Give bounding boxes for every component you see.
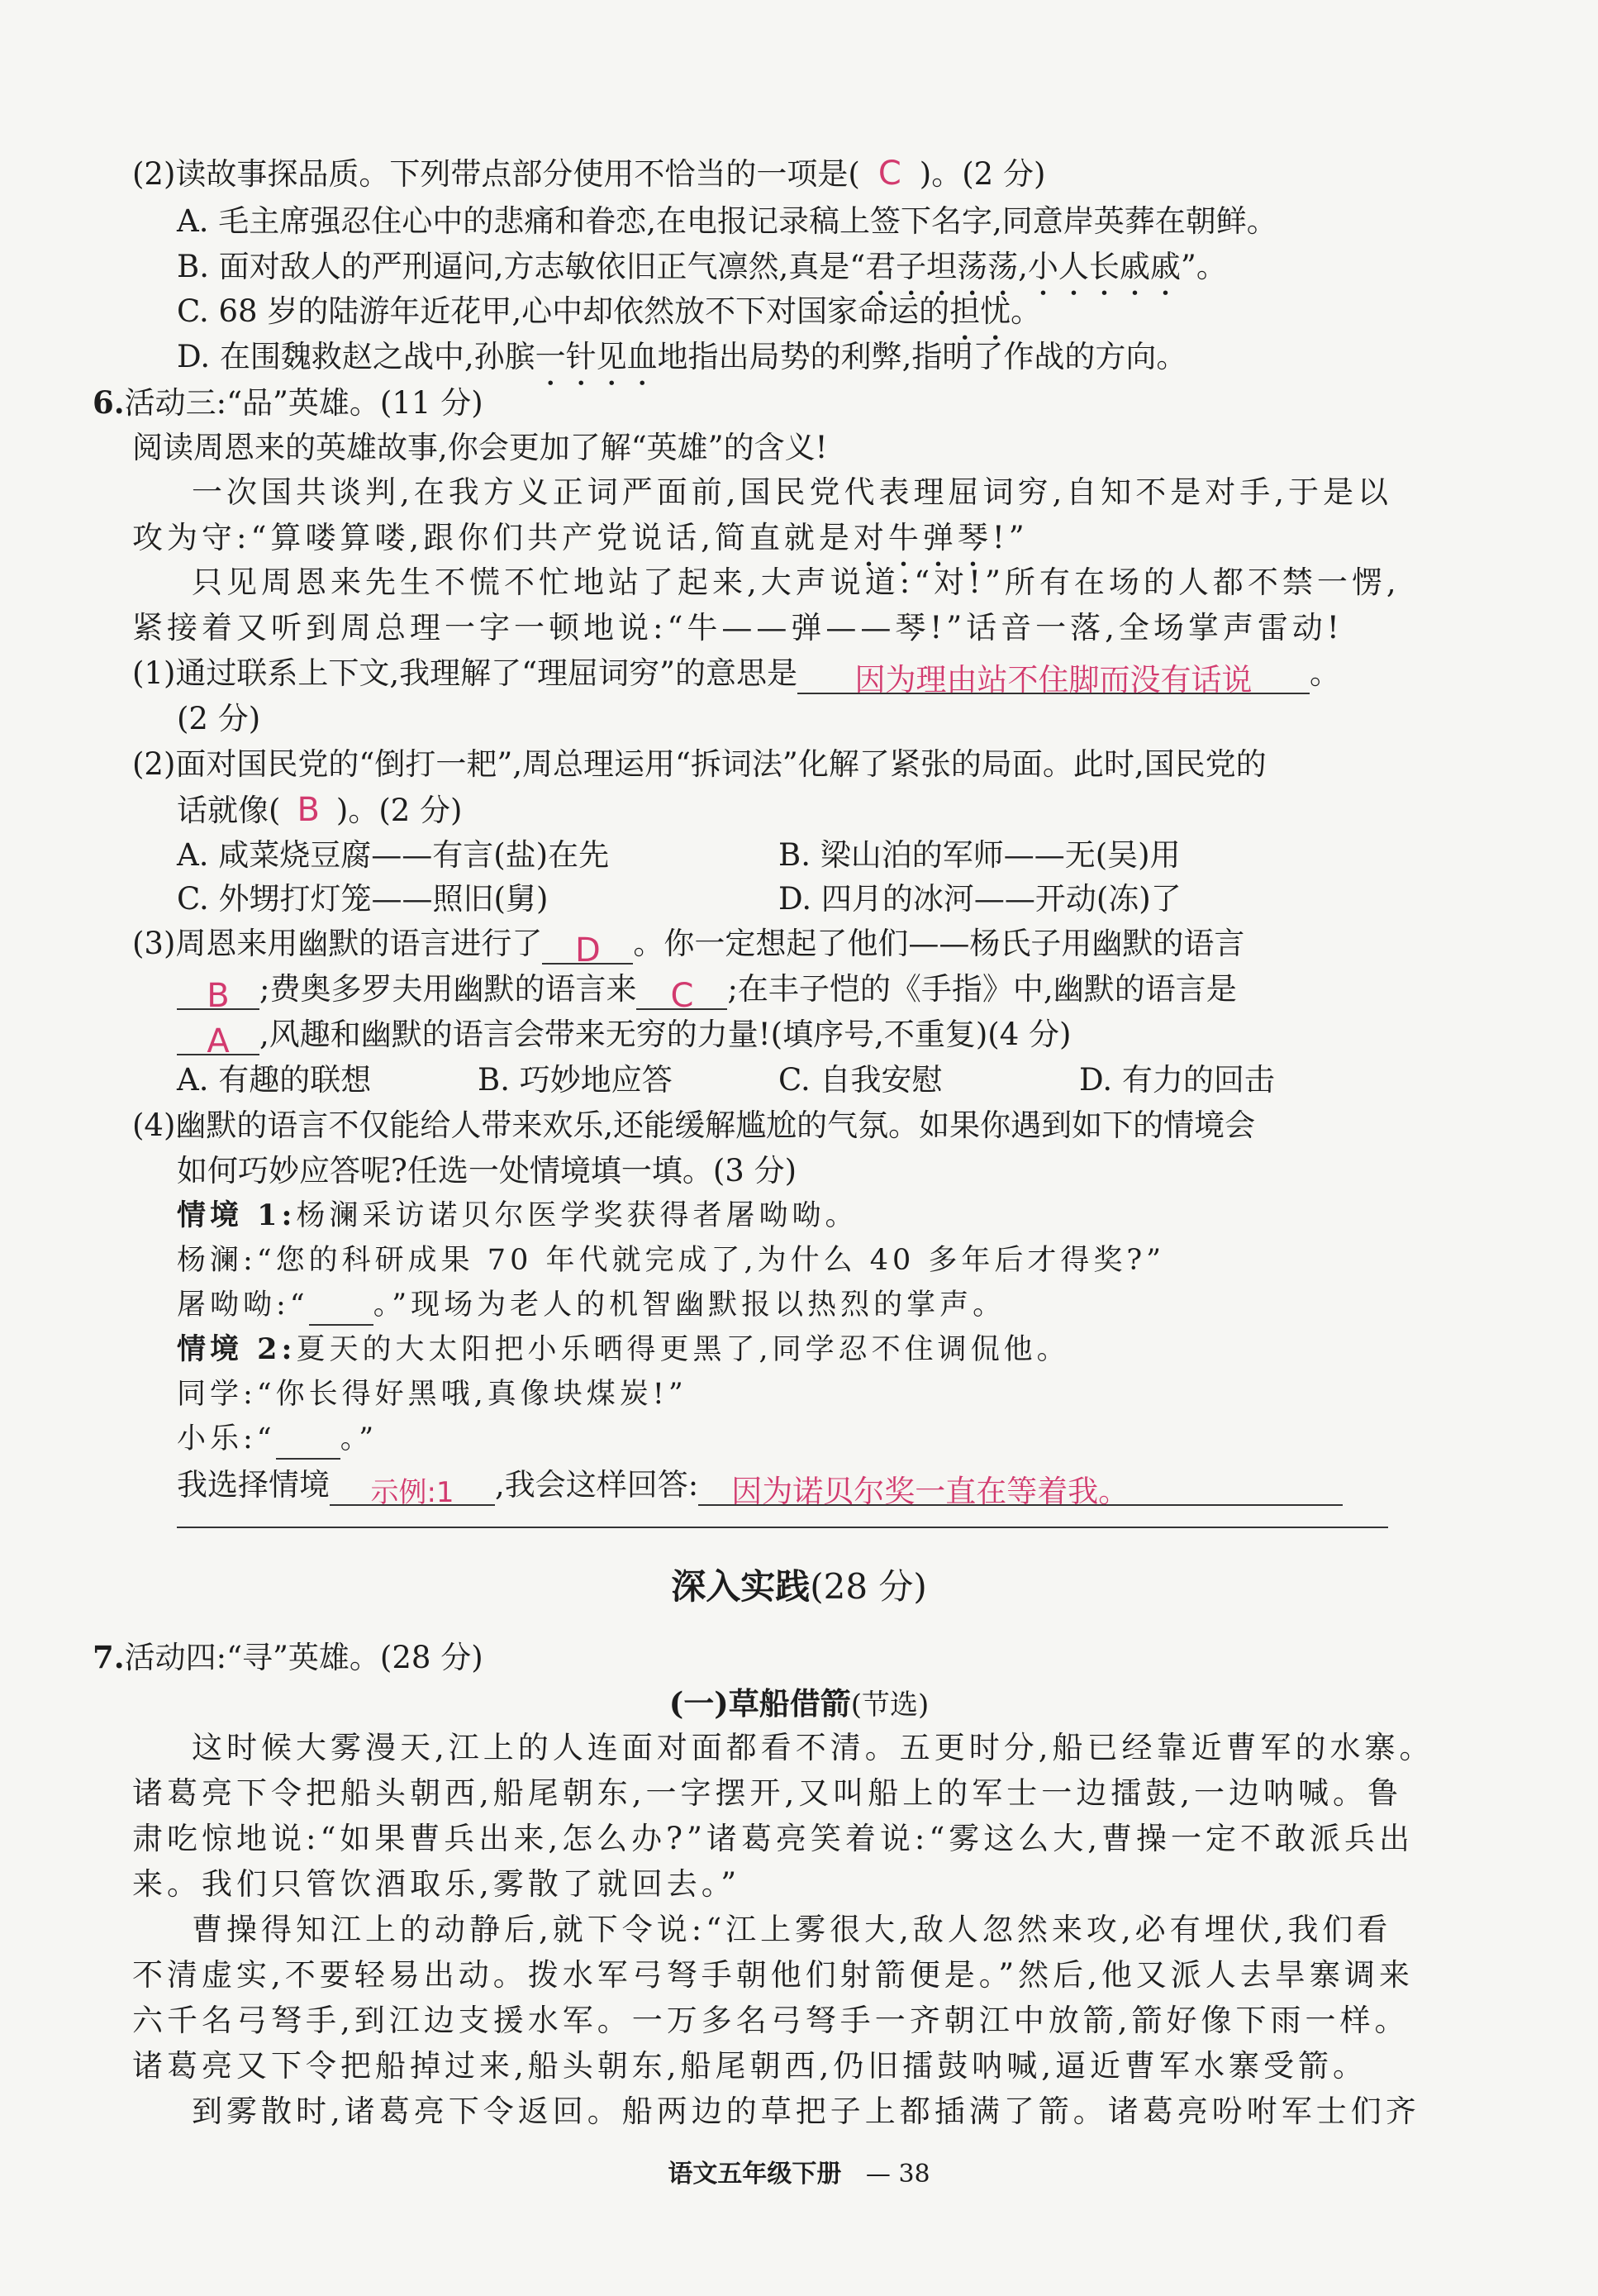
q6-3-option-c: C. 自我安慰: [778, 1062, 943, 1098]
stem-text: 话就像(: [177, 793, 281, 828]
situation-1-question: 杨澜:“您的科研成果 70 年代就完成了,为什么 40 多年后才得奖?”: [177, 1244, 1166, 1277]
q6-title: [93, 382, 483, 424]
situation-2: [177, 1329, 1070, 1370]
answer-line[interactable]: [177, 1527, 1388, 1528]
q6-3-text: ,风趣和幽默的语言会带来无穷的力量!(填序号,不重复)(4 分): [259, 1017, 1072, 1052]
choose-text: ,我会这样回答:: [495, 1467, 699, 1503]
dotted-phrase: 担忧: [949, 293, 1011, 329]
passage-line: 肃吃惊地说:“如果曹兵出来,怎么办?”诸葛亮笑着说:“雾这么大,曹操一定不敢派兵出: [132, 1821, 1415, 1856]
stem-text: (2)读故事探品质。下列带点部分使用不恰当的一项是(: [132, 156, 860, 192]
page-footer: [0, 2153, 1598, 2189]
q6-3-text: 。你一定想起了他们——杨氏子用幽默的语言: [633, 926, 1245, 961]
option-c-end: 。: [1011, 293, 1042, 329]
dotted-phrase: 一针见血: [535, 339, 658, 374]
passage-end: !”: [992, 520, 1029, 555]
choose-text: 我选择情境: [177, 1467, 330, 1503]
situation-1: [177, 1195, 858, 1236]
situation-label: 情境 1:: [177, 1198, 297, 1232]
q6-passage-line: 一次国共谈判,在我方义正词严面前,国民党代表理屈词穷,自知不是对手,于是以: [192, 474, 1393, 510]
q6-3-option-d: D. 有力的回击: [1079, 1062, 1275, 1098]
q6-intro: 阅读周恩来的英雄故事,你会更加了解“英雄”的含义!: [132, 430, 828, 465]
q6-1-end: 。: [1310, 655, 1341, 691]
q6-3-text: ;在丰子恺的《手指》中,幽默的语言是: [727, 971, 1237, 1007]
q6-4-stem: (4)幽默的语言不仅能给人带来欢乐,还能缓解尴尬的气氛。如果你遇到如下的情境会: [132, 1108, 1256, 1143]
situation-text: 夏天的大太阳把小乐晒得更黑了,同学忍不住调侃他。: [296, 1333, 1070, 1366]
passage-line: 诸葛亮下令把船头朝西,船尾朝东,一字摆开,又叫船上的军士一边擂鼓,一边呐喊。鲁: [132, 1775, 1403, 1811]
answer-reply: 因为诺贝尔奖一直在等着我。: [731, 1474, 1130, 1509]
q6-3-text: ;费奥多罗夫用幽默的语言来: [259, 971, 637, 1007]
passage-title-text: (一)草船借箭: [668, 1685, 851, 1722]
answer-blank[interactable]: [797, 660, 1310, 698]
stem-score: )。(2 分): [919, 156, 1046, 192]
book-title: 语文五年级下册: [668, 2160, 842, 2189]
passage-subtitle: (节选): [850, 1689, 930, 1722]
situation-text: 。”现场为老人的机智幽默报以热烈的掌声。: [373, 1289, 1006, 1322]
q6-2-option-d: D. 四月的冰河——开动(冻)了: [778, 881, 1182, 917]
answer-blank[interactable]: [309, 1294, 373, 1326]
q7-title: [93, 1636, 483, 1679]
q6-1-score: (2 分): [177, 701, 261, 736]
section-title: [0, 1560, 1598, 1609]
question-number: 7.: [93, 1639, 125, 1675]
option-c-text: C. 68 岁的陆游年近花甲,心中却依然放不下对国家命运的: [177, 293, 950, 329]
answer-blank[interactable]: [177, 1021, 259, 1060]
option-b-text: B. 面对敌人的严刑逼问,方志敏依旧正气凛然,真是“: [177, 249, 866, 284]
passage-line: 到雾散时,诸葛亮下令返回。船两边的草把子上都插满了箭。诸葛亮吩咐军士们齐: [192, 2094, 1420, 2129]
passage-line: 诸葛亮又下令把船掉过来,船头朝东,船尾朝西,仍旧擂鼓呐喊,逼近曹军水寨受箭。: [132, 2048, 1368, 2084]
q6-1-text: (1)通过联系上下文,我理解了“理屈词穷”的意思是: [132, 655, 798, 691]
q6-3-text: (3)周恩来用幽默的语言进行了: [132, 926, 543, 961]
passage-line: 不清虚实,不要轻易出动。拨水军弓弩手朝他们射箭便是。”然后,他又派人去旱寨调来: [132, 1957, 1414, 1993]
q5-2-option-a: A. 毛主席强忍住心中的悲痛和眷恋,在电报记录稿上签下名字,同意岸英葬在朝鲜。: [177, 203, 1277, 239]
q5-2-stem: [132, 153, 1045, 195]
q6-2-stem: (2)面对国民党的“倒打一耙”,周总理运用“拆词法”化解了紧张的局面。此时,国民党的: [132, 746, 1267, 782]
answer-q6-3-1: D: [575, 931, 601, 969]
q6-passage-line: 只见周恩来先生不慌不忙地站了起来,大声说道:“对!”所有在场的人都不禁一愣,: [192, 564, 1401, 600]
q6-3-line1: [132, 923, 1245, 969]
option-d-end: 地指出局势的利弊,指明了作战的方向。: [657, 339, 1187, 374]
answer-q6-3-4: A: [207, 1022, 230, 1060]
answer-blank[interactable]: [698, 1471, 1343, 1509]
dotted-phrase: 对牛弹琴: [853, 520, 992, 555]
dotted-phrase: 君子坦荡荡,小人长戚戚: [865, 249, 1181, 284]
answer-q6-3-2: B: [207, 977, 230, 1015]
situation-label: 情境 2:: [177, 1332, 297, 1366]
situation-2-answer: [177, 1418, 378, 1460]
situation-2-question: 同学:“你长得好黑哦,真像块煤炭!”: [177, 1378, 687, 1411]
section-name: 深入实践: [671, 1566, 811, 1607]
q6-2-option-c: C. 外甥打灯笼——照旧(舅): [177, 881, 549, 917]
choose-situation: [177, 1465, 1343, 1509]
section-score: (28 分): [810, 1566, 927, 1607]
answer-q6-3-3: C: [670, 977, 694, 1015]
passage-line: 这时候大雾漫天,江上的人连面对面都看不清。五更时分,船已经靠近曹军的水寨。: [192, 1730, 1434, 1765]
situation-1-answer: [177, 1284, 1006, 1326]
q6-1: [132, 653, 1341, 698]
page-number: — 38: [865, 2160, 930, 2189]
speaker: 屠呦呦:“: [177, 1289, 309, 1322]
situation-text: 杨澜采访诺贝尔医学奖获得者屠呦呦。: [296, 1199, 858, 1232]
situation-end: 。”: [340, 1422, 378, 1455]
answer-blank[interactable]: [330, 1471, 495, 1509]
q6-4-stem-cont: 如何巧妙应答呢?任选一处情境填一填。(3 分): [177, 1153, 797, 1188]
q6-3-option-a: A. 有趣的联想: [177, 1062, 372, 1098]
option-d-text: D. 在围魏救赵之战中,孙膑: [177, 339, 535, 374]
passage-line: 来。我们只管饮酒取乐,雾散了就回去。”: [132, 1866, 741, 1902]
question-title: 活动四:“寻”英雄。(28 分): [124, 1640, 483, 1675]
q6-3-option-b: B. 巧妙地应答: [478, 1062, 673, 1098]
answer-situation: 示例:1: [370, 1476, 454, 1509]
q6-2-stem-cont: [177, 789, 463, 831]
stem-score: )。(2 分): [335, 793, 463, 828]
question-number: 6.: [93, 384, 125, 421]
option-b-end: ”。: [1180, 249, 1227, 284]
q6-3-line3: [177, 1014, 1072, 1060]
answer-blank[interactable]: [542, 930, 633, 969]
q6-2-option-a: A. 咸菜烧豆腐——有言(盐)在先: [177, 837, 610, 873]
passage-text: 攻为守:“算喽算喽,跟你们共产党说话,简直就是: [132, 520, 854, 555]
speaker: 小乐:“: [177, 1422, 276, 1455]
answer-blank[interactable]: [636, 975, 727, 1015]
answer-blank[interactable]: [177, 975, 259, 1015]
answer-q6-2: B: [297, 791, 320, 829]
passage-line: 六千名弓弩手,到江边支援水军。一万多名弓弩手一齐朝江中放箭,箭好像下雨一样。: [132, 2003, 1410, 2038]
answer-q6-1: 因为理由站不住脚而没有话说: [854, 662, 1253, 698]
q6-3-line2: [177, 969, 1237, 1015]
q6-2-option-b: B. 梁山泊的军师——无(吴)用: [778, 837, 1181, 873]
question-title: 活动三:“品”英雄。(11 分): [124, 385, 483, 421]
answer-blank[interactable]: [276, 1428, 340, 1460]
passage-title: [0, 1683, 1598, 1726]
answer-q5-2: C: [877, 155, 901, 193]
q6-passage-line: 紧接着又听到周总理一字一顿地说:“牛——弹——琴!”话音一落,全场掌声雷动!: [132, 610, 1344, 645]
passage-line: 曹操得知江上的动静后,就下令说:“江上雾很大,敌人忽然来攻,必有埋伏,我们看: [192, 1912, 1392, 1947]
